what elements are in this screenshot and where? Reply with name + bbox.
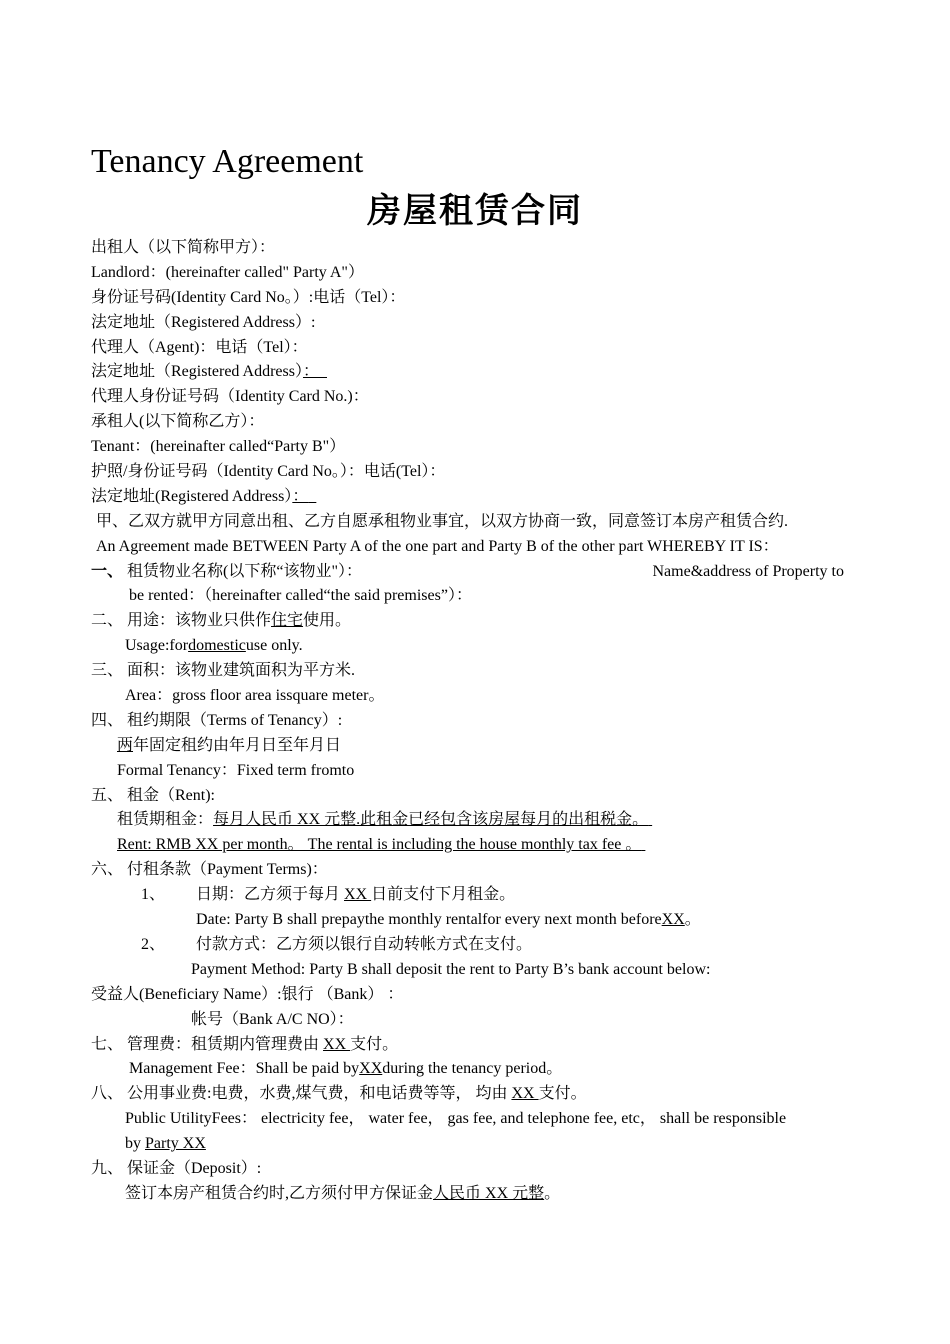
term-years: 两 — [117, 736, 134, 754]
clause-9-heading: 九、 保证金（Deposit）: — [91, 1159, 262, 1177]
clause-6-heading: 六、 付租条款（Payment Terms)： — [91, 861, 328, 879]
clause-9-zh: 签订本房产租赁合约时,乙方须付甲方保证金人民币 XX 元整。 — [125, 1184, 561, 1202]
management-fee-payer-en: XX — [359, 1060, 383, 1078]
deposit-amount: 人民币 XX 元整 — [433, 1184, 545, 1202]
clause-4-heading: 四、 租约期限（Terms of Tenancy）: — [91, 711, 343, 729]
tenant-address-label: 法定地址(Registered Address） — [91, 487, 293, 505]
landlord-address: 法定地址（Registered Address）: — [91, 313, 316, 331]
clause-8-en-cont: by Party XX — [125, 1135, 206, 1153]
clause-1-zh: 租赁物业名称(以下称“该物业"）： — [127, 562, 362, 580]
usage-domestic: domestic — [188, 637, 246, 655]
tenant-label-zh: 承租人(以下简称乙方）： — [91, 413, 265, 431]
clause-4-zh: 两年固定租约由年月日至年月日 — [117, 736, 342, 754]
agreement-body — [91, 236, 871, 1207]
rent-amount-zh: 每月人民币 XX 元整.此租金已经包含该房屋每月的出租税金。 — [213, 811, 649, 829]
clause-6-2-en: Payment Method: Party B shall deposit the rent to Party B’s bank account below: — [191, 960, 711, 978]
tenant-address — [91, 485, 871, 510]
item-number-1: 1、 — [141, 886, 166, 904]
preamble-en: An Agreement made BETWEEN Party A of the one part and Party B of the other part WHEREBY IT IS： — [96, 537, 779, 555]
landlord-id-phone: 身份证号码(Identity Card No。）:电话（Tel）： — [91, 288, 406, 306]
bank-account: 帐号（Bank A/C NO）： — [191, 1010, 354, 1028]
clause-7-zh: 七、 管理费：租赁期内管理费由 XX 支付。 — [91, 1035, 399, 1053]
tenant-label-en: Tenant：(hereinafter called“Party B"） — [91, 438, 346, 456]
item-number-2: 2、 — [141, 935, 166, 953]
landlord-label-en: Landlord：(hereinafter called" Party A"） — [91, 263, 364, 281]
agent-address-blank: ： — [302, 363, 319, 381]
agent-address — [91, 360, 871, 385]
agent-id: 代理人身份证号码（Identity Card No.)： — [91, 388, 369, 406]
clause-1-number: 一、 — [91, 562, 124, 580]
clause-3-en: Area：gross floor area issquare meter。 — [125, 687, 385, 705]
landlord-label-zh: 出租人（以下简称甲方）： — [91, 239, 276, 256]
clause-1-en-cont: be rented：（hereinafter called“the said premises”）： — [129, 587, 472, 605]
tenant-address-blank: ： — [292, 487, 309, 505]
beneficiary-bank: 受益人(Beneficiary Name）:银行 （Bank） ： — [91, 985, 404, 1003]
clause-8-zh: 八、 公用事业费:电费，水费,煤气费，和电话费等等， 均由 XX 支付。 — [91, 1085, 587, 1103]
clause-3-zh: 三、 面积：该物业建筑面积为平方米. — [91, 662, 356, 680]
clause-6-1-zh: 1、 日期：乙方须于每月 XX 日前支付下月租金。 — [91, 883, 871, 908]
title-chinese: 房屋租赁合同 — [367, 191, 583, 231]
clause-2-en: Usage:fordomesticuse only. — [125, 637, 303, 655]
clause-4-en: Formal Tenancy：Fixed term fromto — [117, 761, 355, 779]
title-english: Tenancy Agreement — [91, 143, 364, 180]
clause-5-en — [91, 833, 871, 858]
clause-6-2-zh: 2、 付款方式：乙方须以银行自动转帐方式在支付。 — [91, 933, 871, 958]
preamble-zh: 甲、乙双方就甲方同意出租、乙方自愿承租物业事宜，以双方协商一致，同意签订本房产租赁合约. — [96, 512, 789, 530]
agent-address-label: 法定地址（Registered Address） — [91, 363, 303, 381]
utility-fee-payer-en: Party XX — [145, 1135, 206, 1153]
clause-7-en: Management Fee：Shall be paid byXXduring the tenancy period。 — [129, 1060, 563, 1078]
clause-5-heading: 五、 租金（Rent): — [91, 786, 215, 804]
clause-8-en: Public UtilityFees： electricity fee， water fee， gas fee, and telephone fee, etc， shall be responsible — [125, 1110, 787, 1128]
payment-day: XX — [344, 886, 372, 904]
clause-2-zh: 二、 用途：该物业只供作住宅使用。 — [91, 612, 352, 630]
utility-fee-payer: XX — [511, 1085, 539, 1103]
agent-phone: 代理人（Agent)：电话（Tel）： — [91, 338, 308, 356]
clause-6-1-en: Date: Party B shall prepaythe monthly rentalfor every next month beforeXX。 — [196, 911, 701, 929]
rent-amount-en: Rent: RMB XX per month。 The rental is including the house monthly tax fee 。 — [117, 836, 642, 854]
clause-1-heading — [91, 560, 871, 585]
payment-day-en: XX — [661, 911, 685, 929]
usage-residential: 住宅 — [271, 612, 304, 630]
clause-1-en: Name&address of Property to — [652, 562, 844, 580]
clause-5-zh: 租赁期租金：每月人民币 XX 元整.此租金已经包含该房屋每月的出租税金。 — [117, 811, 649, 829]
management-fee-payer: XX — [323, 1035, 351, 1053]
tenant-id-phone: 护照/身份证号码（Identity Card No。）：电话(Tel）： — [91, 463, 446, 481]
